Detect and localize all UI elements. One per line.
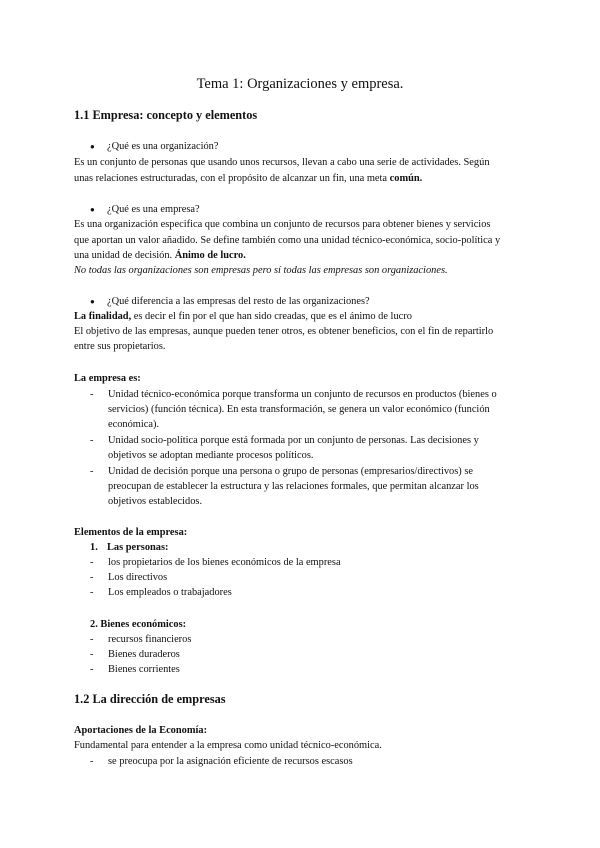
bullet-icon: ●: [90, 142, 95, 151]
list-item-text: Los empleados o trabajadores: [108, 587, 232, 598]
paragraph-line: entre sus propietarios.: [74, 341, 166, 352]
number-marker: 1.: [90, 542, 98, 553]
section-heading-1-1: 1.1 Empresa: concepto y elementos: [74, 108, 258, 122]
dash-marker: -: [90, 756, 94, 767]
emphasis-text: La finalidad,: [74, 311, 132, 322]
list-item-text: se preocupa por la asignación eficiente de recursos escasos: [108, 756, 353, 767]
emphasis-text: común.: [389, 173, 423, 184]
paragraph-line: [74, 172, 422, 185]
list-item-continuation: objetivos establecidos.: [108, 496, 203, 507]
list-item-continuation: servicios) (función técnica). En esta transformación, se genera un valor económico (función: [108, 404, 490, 415]
text-run: una unidad de decisión.: [74, 250, 175, 261]
bullet-icon: ●: [90, 297, 95, 306]
list-item-text: Los directivos: [108, 572, 168, 583]
numbered-item-label: 2. Bienes económicos:: [90, 619, 187, 630]
paragraph-line: Fundamental para entender a la empresa como unidad técnico-económica.: [74, 740, 382, 751]
document-title: Tema 1: Organizaciones y empresa.: [196, 76, 404, 92]
paragraph-line: Es una organización especifica que combina un conjunto de recursos para obtener bienes y servicios: [74, 219, 491, 230]
dash-marker: -: [90, 587, 94, 598]
list-item-continuation: objetivos se adoptan mediante procesos políticos.: [108, 450, 314, 461]
question-text: ¿Qué diferencia a las empresas del resto de las organizaciones?: [107, 296, 370, 307]
text-run: es decir el fin por el que han sido creadas, que es el ánimo de lucro: [131, 311, 412, 322]
subheading: Aportaciones de la Economía:: [74, 725, 208, 736]
dash-marker: -: [90, 557, 94, 568]
list-item-text: Bienes corrientes: [108, 664, 180, 675]
section-heading-1-2: 1.2 La dirección de empresas: [74, 692, 226, 706]
paragraph-line: que aportan un valor añadido. Se define también como una unidad técnico-económica, socio-política y: [74, 235, 501, 246]
dash-marker: -: [90, 389, 94, 400]
text-run: unas relaciones estructuradas, con el propósito de alcanzar un fin, una meta: [74, 173, 390, 184]
dash-marker: -: [90, 435, 94, 446]
list-item-text: Unidad técnico-económica porque transforma un conjunto de recursos en productos (bienes o: [108, 389, 497, 400]
dash-marker: -: [90, 664, 94, 675]
list-item-continuation: preocupan de establecer la estructura y las relaciones formales, que permitan alcanzar los: [108, 481, 479, 492]
paragraph-line: [74, 310, 412, 323]
list-item-text: Unidad de decisión porque una persona o grupo de personas (empresarios/directivos) se: [108, 466, 474, 477]
dash-marker: -: [90, 649, 94, 660]
list-item-text: Bienes duraderos: [108, 649, 180, 660]
list-item-continuation: económica).: [108, 419, 160, 430]
subheading: La empresa es:: [74, 373, 141, 384]
question-text: ¿Qué es una organización?: [107, 141, 219, 152]
italic-note: No todas las organizaciones son empresas pero sí todas las empresas son organizaciones.: [74, 265, 448, 276]
numbered-item-label: Las personas:: [107, 542, 169, 553]
question-text: ¿Qué es una empresa?: [107, 204, 200, 215]
paragraph-line: Es un conjunto de personas que usando unos recursos, llevan a cabo una serie de actividades. Según: [74, 157, 490, 168]
dash-marker: -: [90, 466, 94, 477]
list-item-text: Unidad socio-política porque está formada por un conjunto de personas. Las decisiones y: [108, 435, 479, 446]
dash-marker: -: [90, 634, 94, 645]
list-item-text: recursos financieros: [108, 634, 192, 645]
emphasis-text: Ánimo de lucro.: [174, 250, 246, 261]
list-item-text: los propietarios de los bienes económicos de la empresa: [108, 557, 341, 568]
dash-marker: -: [90, 572, 94, 583]
paragraph-line: [74, 249, 246, 262]
bullet-icon: ●: [90, 205, 95, 214]
paragraph-line: El objetivo de las empresas, aunque pueden tener otros, es obtener beneficios, con el fin de repartirlo: [74, 326, 494, 337]
subheading: Elementos de la empresa:: [74, 527, 188, 538]
